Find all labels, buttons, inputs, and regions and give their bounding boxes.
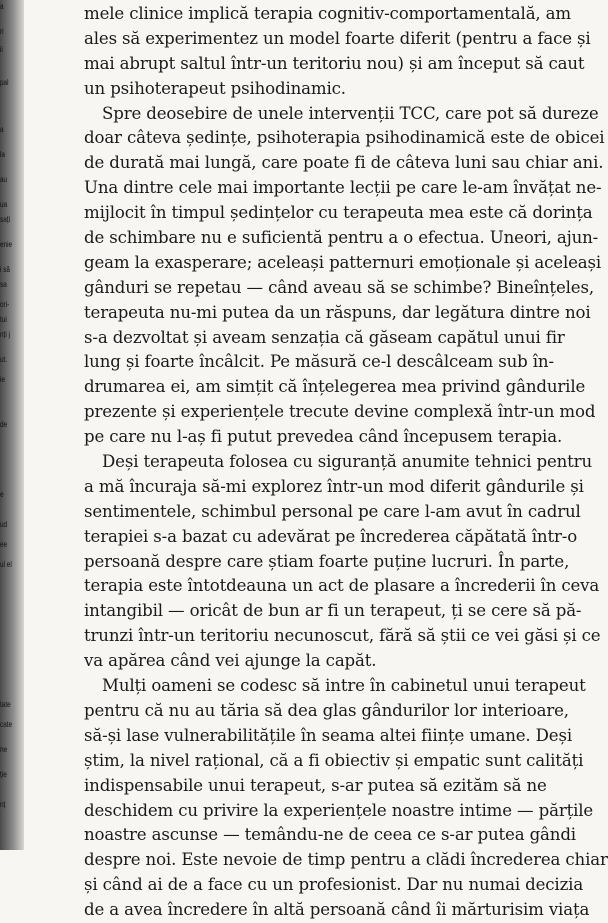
gutter-fragment: a bbox=[0, 2, 4, 11]
gutter-fragment: a bbox=[0, 125, 4, 134]
gutter-fragment: ut. bbox=[0, 355, 8, 364]
text-line: despre noi. Este nevoie de timp pentru a clădi încrederea chiar bbox=[84, 850, 608, 870]
text-line: pe care nu l-aș fi putut prevedea când începusem terapia. bbox=[84, 427, 563, 447]
text-line: și când ai de a face cu un profesionist. Dar nu numai decizia bbox=[84, 875, 584, 895]
text-line: mijlocit în timpul ședințelor cu terapeuta mea este că dorința bbox=[84, 203, 593, 223]
text-line: Una dintre cele mai importante lecții pe care le-am învățat ne- bbox=[84, 178, 602, 198]
gutter-fragment: ud bbox=[0, 520, 8, 529]
text-line: știm, la nivel rațional, că a fi obiectiv și empatic sunt calități bbox=[84, 750, 584, 770]
text-line: un psihoterapeut psihodinamic. bbox=[84, 78, 346, 98]
text-line: să-și lase vulnerabilitățile în seama altei ființe umane. Deși bbox=[84, 725, 573, 745]
gutter-fragment: de bbox=[0, 420, 8, 429]
text-line: ales să experimentez un model foarte diferit (pentru a face și bbox=[84, 28, 591, 48]
gutter-fragment: ii bbox=[0, 45, 3, 54]
text-line: de schimbare nu e suficientă pentru a o efectua. Uneori, ajun- bbox=[84, 228, 599, 248]
text-line: terapiei s-a bazat cu adevărat pe încrederea căpătată într-o bbox=[84, 526, 578, 546]
text-line: noastre ascunse — temându-ne de ceea ce s-ar putea gândi bbox=[84, 825, 576, 845]
gutter-fragment: enie bbox=[0, 240, 13, 249]
text-line: lung și foarte încâlcit. Pe măsură ce-l descâlceam sub în- bbox=[84, 352, 554, 372]
paragraph-first-line: Deși terapeuta folosea cu siguranță anumite tehnici pentru bbox=[102, 452, 593, 472]
text-line: geam la exasperare; aceleași patternuri emoționale și aceleași bbox=[84, 252, 602, 272]
book-page-text bbox=[84, 2, 608, 923]
gutter-fragment: ee bbox=[0, 540, 8, 549]
text-line: drumarea ei, am simțit că înțelegerea mea privind gândurile bbox=[84, 377, 586, 397]
gutter-fragment: ne bbox=[0, 745, 8, 754]
gutter-fragment: tui bbox=[0, 315, 7, 324]
gutter-fragment: i să bbox=[0, 265, 10, 274]
text-line: intangibil — oricât de bun ar fi un terapeut, ți se cere să pă- bbox=[84, 601, 582, 621]
text-line: mele clinice implică terapia cognitiv-comportamentală, am bbox=[84, 4, 572, 23]
paragraph-first-line: Mulți oameni se codesc să intre în cabinetul unui terapeut bbox=[102, 676, 586, 696]
text-line: deschidem cu privire la experiențele noastre intime — părțile bbox=[84, 800, 594, 820]
facing-page-gutter bbox=[0, 0, 24, 850]
text-line: mai abrupt saltul într-un teritoriu nou) și am început să caut bbox=[84, 53, 585, 73]
text-line: persoană despre care știam foarte puține lucruri. În parte, bbox=[84, 551, 570, 571]
gutter-fragment: pal bbox=[0, 78, 9, 87]
gutter-fragment: tate bbox=[0, 700, 11, 709]
text-line: a mă încuraja să-mi explorez într-un mod diferit gândurile și bbox=[84, 476, 584, 496]
text-line: de a avea încredere în altă persoană când îi mărturisim viața bbox=[84, 900, 590, 920]
gutter-fragment: sați bbox=[0, 215, 10, 224]
text-line: terapia este întotdeauna un act de plasare a încrederii în ceva bbox=[84, 576, 600, 596]
gutter-fragment: ție bbox=[0, 770, 7, 779]
paragraph-first-line: Spre deosebire de unele intervenții TCC, care pot să dureze bbox=[102, 103, 599, 123]
gutter-fragment: e bbox=[0, 490, 4, 499]
gutter-fragment: ie bbox=[0, 375, 5, 384]
gutter-fragment: la bbox=[0, 150, 5, 159]
gutter-fragment: cate bbox=[0, 720, 13, 729]
gutter-fragment: ori- bbox=[0, 300, 10, 309]
text-line: de durată mai lungă, care poate fi de câteva luni sau chiar ani. bbox=[84, 153, 604, 173]
text-line: doar câteva ședințe, psihoterapia psihodinamică este de obicei bbox=[84, 128, 605, 148]
gutter-fragment: au bbox=[0, 175, 8, 184]
text-line: terapeuta nu-mi putea da un răspuns, dar legătura dintre noi bbox=[84, 302, 591, 322]
text-line: s-a dezvoltat și aveam senzația că găseam capătul unui fir bbox=[84, 327, 565, 347]
text-line: pentru că nu au tăria să dea glas gândurilor lor interioare, bbox=[84, 700, 569, 720]
text-line: gânduri se repetau — când aveau să se schimbe? Bineînțeles, bbox=[84, 277, 594, 297]
text-line: sentimentele, schimbul personal pe care l-am avut în cadrul bbox=[84, 501, 581, 521]
gutter-fragment: sa bbox=[0, 280, 7, 289]
gutter-fragment: ri bbox=[0, 27, 4, 36]
gutter-fragment: ul el bbox=[0, 560, 12, 569]
text-line: trunzi într-un teritoriu necunoscut, fără să știi ce vei găsi și ce bbox=[84, 626, 601, 646]
gutter-fragment: nți j bbox=[0, 330, 10, 339]
text-line: indispensabile unui terapeut, s-ar putea să ezităm să ne bbox=[84, 775, 547, 795]
gutter-fragment: ua bbox=[0, 200, 8, 209]
gutter-fragment: nț bbox=[0, 800, 6, 809]
text-line: va apărea când vei ajunge la capăt. bbox=[84, 651, 377, 671]
text-line: prezente și experiențele trecute devine complexă într-un mod bbox=[84, 402, 596, 422]
